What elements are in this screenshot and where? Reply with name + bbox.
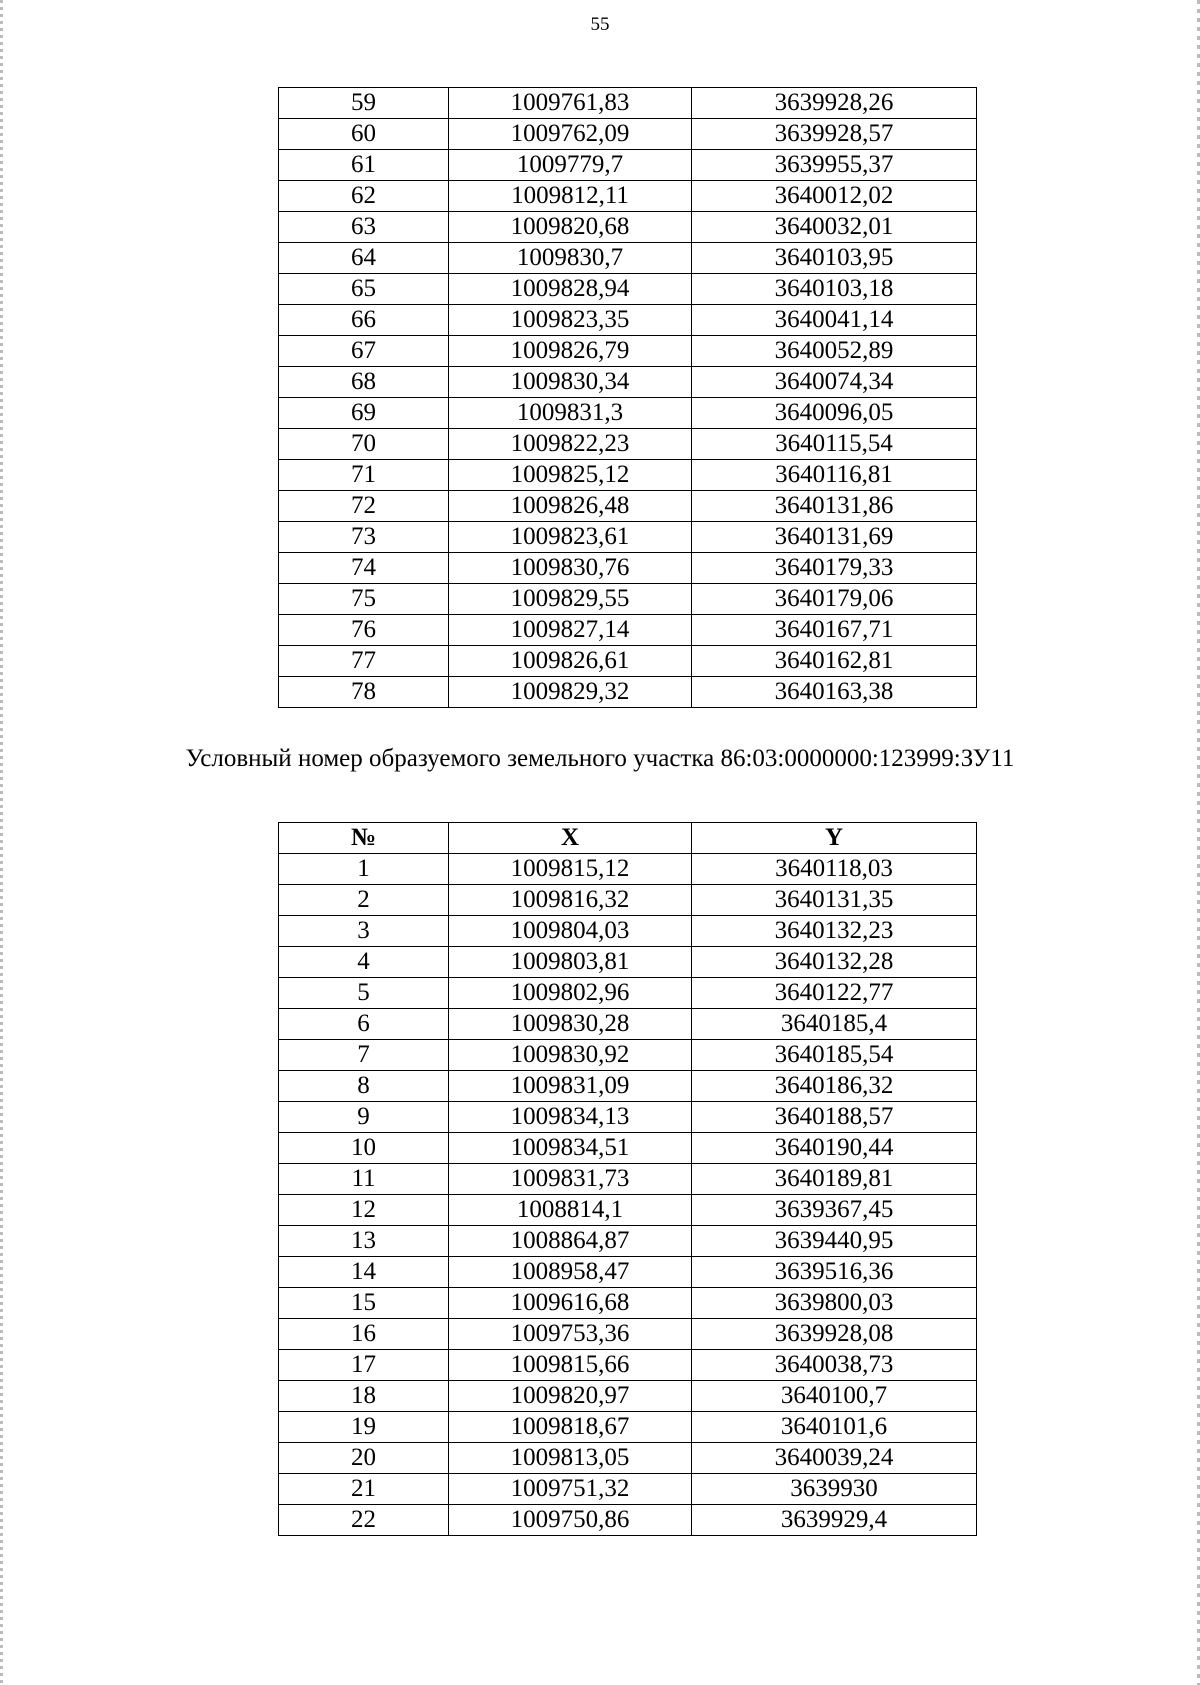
cell-y: 3640074,34 — [692, 367, 977, 398]
cell-x: 1009751,32 — [449, 1474, 692, 1505]
table-row — [279, 1102, 977, 1133]
table-row — [279, 1350, 977, 1381]
cell-y: 3640132,23 — [692, 916, 977, 947]
cell-point-number: 76 — [279, 615, 449, 646]
cell-x: 1009834,51 — [449, 1133, 692, 1164]
table-row — [279, 947, 977, 978]
cell-x: 1009779,7 — [449, 150, 692, 181]
cell-point-number: 70 — [279, 429, 449, 460]
cell-x: 1009830,7 — [449, 243, 692, 274]
cell-x: 1009826,48 — [449, 491, 692, 522]
table-row — [279, 553, 977, 584]
table-row — [279, 1288, 977, 1319]
cell-x: 1009826,61 — [449, 646, 692, 677]
cell-point-number: 74 — [279, 553, 449, 584]
cell-x: 1009616,68 — [449, 1288, 692, 1319]
cell-y: 3640039,24 — [692, 1443, 977, 1474]
cell-y: 3640179,06 — [692, 584, 977, 615]
cell-y: 3639930 — [692, 1474, 977, 1505]
table-row — [279, 584, 977, 615]
cell-y: 3640132,28 — [692, 947, 977, 978]
cell-y: 3640052,89 — [692, 336, 977, 367]
table-row — [279, 429, 977, 460]
cell-point-number: 75 — [279, 584, 449, 615]
cell-y: 3640115,54 — [692, 429, 977, 460]
cell-y: 3640103,18 — [692, 274, 977, 305]
table-header-row — [279, 823, 977, 854]
cell-x: 1009753,36 — [449, 1319, 692, 1350]
cell-x: 1009831,73 — [449, 1164, 692, 1195]
cell-x: 1009830,76 — [449, 553, 692, 584]
cell-point-number: 21 — [279, 1474, 449, 1505]
cell-x: 1009826,79 — [449, 336, 692, 367]
cell-x: 1009823,61 — [449, 522, 692, 553]
cell-point-number: 10 — [279, 1133, 449, 1164]
cell-y: 3639928,26 — [692, 88, 977, 119]
cell-x: 1009813,05 — [449, 1443, 692, 1474]
cell-y: 3640179,33 — [692, 553, 977, 584]
table-row — [279, 1071, 977, 1102]
table-row — [279, 398, 977, 429]
table-row — [279, 1257, 977, 1288]
cell-point-number: 63 — [279, 212, 449, 243]
table-row — [279, 1381, 977, 1412]
table-row — [279, 1133, 977, 1164]
cell-x: 1009830,92 — [449, 1040, 692, 1071]
table-row — [279, 1195, 977, 1226]
table-row — [279, 916, 977, 947]
cell-y: 3640189,81 — [692, 1164, 977, 1195]
cell-point-number: 66 — [279, 305, 449, 336]
table-row — [279, 885, 977, 916]
table-row — [279, 460, 977, 491]
cell-point-number: 17 — [279, 1350, 449, 1381]
table-row — [279, 119, 977, 150]
cell-x: 1009834,13 — [449, 1102, 692, 1133]
column-header-y: Y — [692, 823, 977, 854]
table-row — [279, 274, 977, 305]
table-row — [279, 1040, 977, 1071]
cell-y: 3639800,03 — [692, 1288, 977, 1319]
scan-edge-left — [0, 0, 3, 1685]
cell-y: 3639928,57 — [692, 119, 977, 150]
cell-y: 3640185,54 — [692, 1040, 977, 1071]
cell-y: 3640122,77 — [692, 978, 977, 1009]
cell-x: 1009803,81 — [449, 947, 692, 978]
page-number: 55 — [590, 14, 610, 35]
cell-point-number: 60 — [279, 119, 449, 150]
cell-point-number: 62 — [279, 181, 449, 212]
cell-point-number: 15 — [279, 1288, 449, 1319]
cell-y: 3640190,44 — [692, 1133, 977, 1164]
cell-y: 3640096,05 — [692, 398, 977, 429]
table-row — [279, 677, 977, 708]
table-row — [279, 522, 977, 553]
table-row — [279, 1443, 977, 1474]
table-row — [279, 305, 977, 336]
cell-point-number: 18 — [279, 1381, 449, 1412]
cell-x: 1009830,28 — [449, 1009, 692, 1040]
cell-y: 3640116,81 — [692, 460, 977, 491]
cell-y: 3640118,03 — [692, 854, 977, 885]
cell-y: 3640131,69 — [692, 522, 977, 553]
cell-point-number: 14 — [279, 1257, 449, 1288]
cell-x: 1009818,67 — [449, 1412, 692, 1443]
cell-y: 3640041,14 — [692, 305, 977, 336]
table-row — [279, 1412, 977, 1443]
table-row — [279, 336, 977, 367]
table-row — [279, 243, 977, 274]
cell-y: 3640038,73 — [692, 1350, 977, 1381]
cell-point-number: 8 — [279, 1071, 449, 1102]
cell-point-number: 69 — [279, 398, 449, 429]
table-row — [279, 150, 977, 181]
cell-point-number: 73 — [279, 522, 449, 553]
cell-y: 3639928,08 — [692, 1319, 977, 1350]
table-row — [279, 646, 977, 677]
cell-x: 1009831,09 — [449, 1071, 692, 1102]
cell-y: 3640032,01 — [692, 212, 977, 243]
cell-point-number: 71 — [279, 460, 449, 491]
cell-x: 1009804,03 — [449, 916, 692, 947]
cell-x: 1009829,55 — [449, 584, 692, 615]
cell-x: 1009820,68 — [449, 212, 692, 243]
cell-point-number: 3 — [279, 916, 449, 947]
table-row — [279, 978, 977, 1009]
cell-x: 1009823,35 — [449, 305, 692, 336]
cell-x: 1009815,66 — [449, 1350, 692, 1381]
cell-y: 3640131,86 — [692, 491, 977, 522]
table-row — [279, 1226, 977, 1257]
table-row — [279, 1474, 977, 1505]
cell-point-number: 78 — [279, 677, 449, 708]
cell-point-number: 67 — [279, 336, 449, 367]
table-row — [279, 854, 977, 885]
table-row — [279, 491, 977, 522]
cell-point-number: 68 — [279, 367, 449, 398]
cell-x: 1009822,23 — [449, 429, 692, 460]
coordinates-table-parcel-body — [279, 854, 977, 1536]
cell-x: 1008864,87 — [449, 1226, 692, 1257]
cell-point-number: 22 — [279, 1505, 449, 1536]
cell-point-number: 61 — [279, 150, 449, 181]
cell-point-number: 59 — [279, 88, 449, 119]
cell-x: 1009827,14 — [449, 615, 692, 646]
column-header-number: № — [279, 823, 449, 854]
table-row — [279, 367, 977, 398]
cell-x: 1009750,86 — [449, 1505, 692, 1536]
cell-point-number: 16 — [279, 1319, 449, 1350]
coordinates-table-parcel — [278, 822, 977, 1536]
cell-point-number: 9 — [279, 1102, 449, 1133]
cell-y: 3640167,71 — [692, 615, 977, 646]
cell-point-number: 20 — [279, 1443, 449, 1474]
cell-y: 3640186,32 — [692, 1071, 977, 1102]
cell-y: 3639440,95 — [692, 1226, 977, 1257]
cell-y: 3640101,6 — [692, 1412, 977, 1443]
parcel-title: Условный номер образуемого земельного участка 86:03:0000000:123999:ЗУ11 — [185, 745, 1015, 772]
coordinates-table-continued — [278, 87, 977, 708]
cell-y: 3640188,57 — [692, 1102, 977, 1133]
cell-x: 1009829,32 — [449, 677, 692, 708]
table-row — [279, 212, 977, 243]
cell-x: 1008814,1 — [449, 1195, 692, 1226]
cell-point-number: 12 — [279, 1195, 449, 1226]
cell-x: 1009761,83 — [449, 88, 692, 119]
cell-y: 3640131,35 — [692, 885, 977, 916]
table-row — [279, 1164, 977, 1195]
table-row — [279, 1505, 977, 1536]
cell-x: 1008958,47 — [449, 1257, 692, 1288]
table-row — [279, 1009, 977, 1040]
cell-y: 3639955,37 — [692, 150, 977, 181]
cell-y: 3640012,02 — [692, 181, 977, 212]
cell-point-number: 64 — [279, 243, 449, 274]
cell-point-number: 65 — [279, 274, 449, 305]
cell-point-number: 19 — [279, 1412, 449, 1443]
cell-y: 3640162,81 — [692, 646, 977, 677]
cell-point-number: 77 — [279, 646, 449, 677]
cell-x: 1009812,11 — [449, 181, 692, 212]
cell-point-number: 72 — [279, 491, 449, 522]
cell-x: 1009802,96 — [449, 978, 692, 1009]
cell-y: 3639367,45 — [692, 1195, 977, 1226]
cell-point-number: 11 — [279, 1164, 449, 1195]
cell-point-number: 13 — [279, 1226, 449, 1257]
cell-point-number: 5 — [279, 978, 449, 1009]
cell-y: 3640100,7 — [692, 1381, 977, 1412]
cell-point-number: 1 — [279, 854, 449, 885]
table-row — [279, 615, 977, 646]
cell-x: 1009828,94 — [449, 274, 692, 305]
cell-point-number: 6 — [279, 1009, 449, 1040]
cell-x: 1009762,09 — [449, 119, 692, 150]
cell-x: 1009815,12 — [449, 854, 692, 885]
cell-x: 1009816,32 — [449, 885, 692, 916]
cell-y: 3640163,38 — [692, 677, 977, 708]
cell-x: 1009831,3 — [449, 398, 692, 429]
cell-y: 3640103,95 — [692, 243, 977, 274]
column-header-x: X — [449, 823, 692, 854]
table-row — [279, 1319, 977, 1350]
cell-point-number: 7 — [279, 1040, 449, 1071]
cell-point-number: 4 — [279, 947, 449, 978]
cell-point-number: 2 — [279, 885, 449, 916]
cell-y: 3639929,4 — [692, 1505, 977, 1536]
cell-x: 1009820,97 — [449, 1381, 692, 1412]
cell-x: 1009825,12 — [449, 460, 692, 491]
table-row — [279, 88, 977, 119]
cell-y: 3639516,36 — [692, 1257, 977, 1288]
table-row — [279, 181, 977, 212]
cell-x: 1009830,34 — [449, 367, 692, 398]
coordinates-table-continued-body — [279, 88, 977, 708]
cell-y: 3640185,4 — [692, 1009, 977, 1040]
